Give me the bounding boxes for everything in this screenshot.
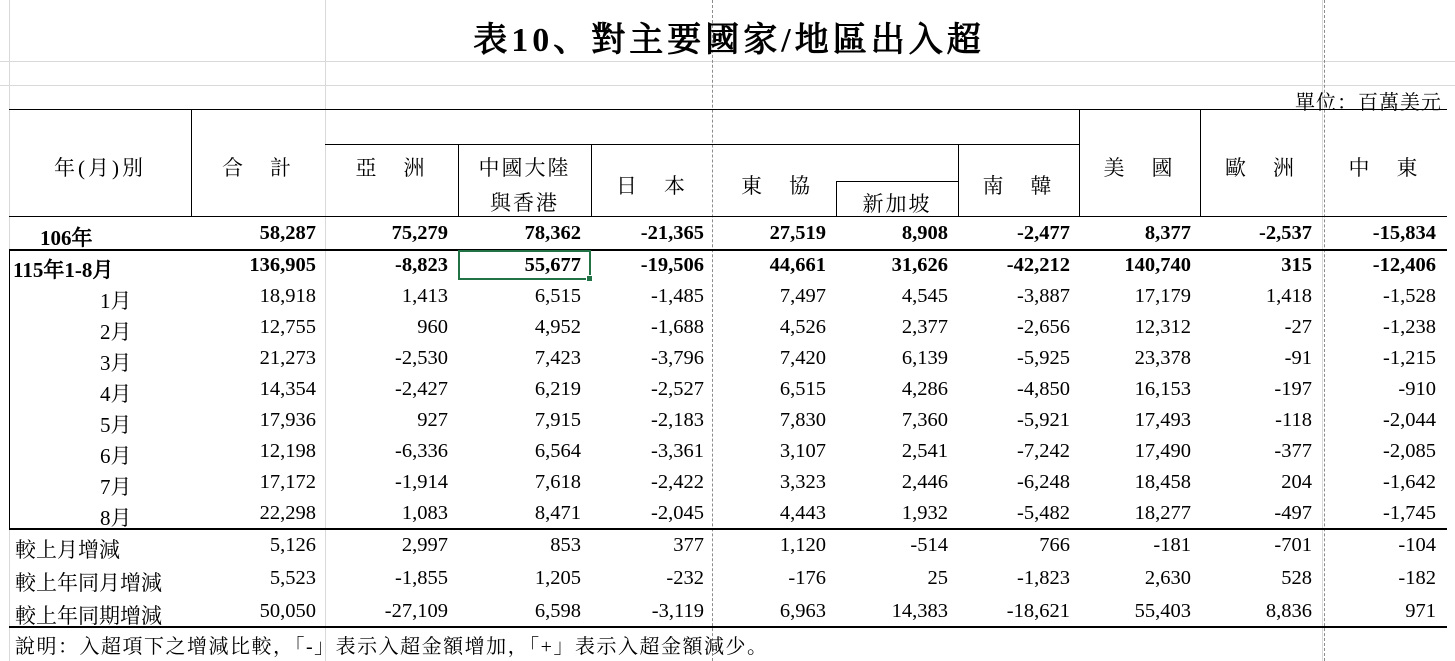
table-cell[interactable]: 3,107	[779, 440, 826, 462]
header-middle-east: 中 東	[1348, 156, 1421, 180]
table-cell[interactable]: -118	[1275, 409, 1312, 431]
table-cell[interactable]: -3,361	[651, 440, 704, 462]
table-cell[interactable]: 7,618	[534, 471, 581, 493]
table-cell[interactable]: -197	[1274, 378, 1312, 400]
table-cell[interactable]: -2,044	[1383, 409, 1436, 431]
table-cell[interactable]: 27,519	[769, 222, 826, 244]
row-label: 5月	[100, 413, 132, 437]
row-label: 較上年同期增減	[15, 604, 162, 628]
table-cell[interactable]: -4,850	[1017, 378, 1070, 400]
table-cell[interactable]: -12,406	[1372, 254, 1436, 276]
table-cell[interactable]: 927	[417, 409, 448, 431]
table-cell[interactable]: 960	[417, 316, 448, 338]
table-cell[interactable]: 1,120	[779, 534, 826, 556]
table-cell[interactable]: 6,598	[534, 600, 581, 622]
table-cell[interactable]: 7,915	[534, 409, 581, 431]
table-cell[interactable]: 22,298	[259, 502, 316, 524]
table-cell[interactable]: 1,932	[901, 502, 948, 524]
table-cell[interactable]: -497	[1274, 502, 1312, 524]
table-cell[interactable]: 315	[1281, 254, 1312, 276]
header-asia: 亞 洲	[355, 156, 428, 180]
table-cell[interactable]: 12,312	[1134, 316, 1191, 338]
header-usa: 美 國	[1103, 156, 1176, 180]
table-cell[interactable]: 4,545	[901, 285, 948, 307]
table-cell[interactable]: -2,530	[395, 347, 448, 369]
table-cell[interactable]: -18,621	[1006, 600, 1070, 622]
table-cell[interactable]: 7,360	[901, 409, 948, 431]
table-cell[interactable]: -1,215	[1383, 347, 1436, 369]
table-cell[interactable]: -15,834	[1372, 222, 1436, 244]
row-label: 4月	[100, 382, 132, 406]
table-cell[interactable]: -2,477	[1017, 222, 1070, 244]
table-cell[interactable]: -5,921	[1017, 409, 1070, 431]
row-label: 7月	[100, 475, 132, 499]
table-cell[interactable]: -1,688	[651, 316, 704, 338]
table-cell[interactable]: -6,248	[1017, 471, 1070, 493]
table-cell[interactable]: 8,836	[1265, 600, 1312, 622]
table-cell[interactable]: 6,564	[534, 440, 581, 462]
table-cell[interactable]: 55,677	[524, 254, 581, 276]
table-cell[interactable]: 8,471	[534, 502, 581, 524]
table-cell[interactable]: 58,287	[259, 222, 316, 244]
table-cell[interactable]: 21,273	[259, 347, 316, 369]
table-cell[interactable]: 14,383	[891, 600, 948, 622]
table-cell[interactable]: 17,179	[1134, 285, 1191, 307]
table-cell[interactable]: 766	[1039, 534, 1070, 556]
table-cell[interactable]: 5,523	[269, 567, 316, 589]
table-cell[interactable]: -2,045	[651, 502, 704, 524]
table-cell[interactable]: 12,198	[259, 440, 316, 462]
table-cell[interactable]: 23,378	[1134, 347, 1191, 369]
table-cell[interactable]: 377	[673, 534, 704, 556]
table-cell[interactable]: -1,238	[1383, 316, 1436, 338]
table-cell[interactable]: -2,422	[651, 471, 704, 493]
table-cell[interactable]: 4,526	[779, 316, 826, 338]
table-cell[interactable]: 853	[550, 534, 581, 556]
table-cell[interactable]: -514	[910, 534, 948, 556]
table-cell[interactable]: 25	[927, 567, 948, 589]
table-cell[interactable]: -3,887	[1017, 285, 1070, 307]
table-cell[interactable]: -176	[788, 567, 826, 589]
table-cell[interactable]: 140,740	[1124, 254, 1191, 276]
table-cell[interactable]: 7,423	[534, 347, 581, 369]
table-cell[interactable]: 78,362	[524, 222, 581, 244]
table-cell[interactable]: 971	[1405, 600, 1436, 622]
table-cell[interactable]: 7,497	[779, 285, 826, 307]
table-cell[interactable]: 2,377	[901, 316, 948, 338]
table-cell[interactable]: -2,183	[651, 409, 704, 431]
table-cell[interactable]: -1,914	[395, 471, 448, 493]
table-cell[interactable]: -104	[1398, 534, 1436, 556]
header-korea: 南 韓	[982, 174, 1055, 198]
row-label: 較上月增減	[15, 538, 120, 562]
selected-cell[interactable]	[458, 250, 591, 280]
table-cell[interactable]: 6,515	[779, 378, 826, 400]
table-cell[interactable]: 136,905	[249, 254, 316, 276]
table-cell[interactable]: 204	[1281, 471, 1312, 493]
table-cell[interactable]: 2,446	[901, 471, 948, 493]
header-europe: 歐 洲	[1225, 156, 1297, 180]
table-cell[interactable]: 8,377	[1144, 222, 1191, 244]
table-cell[interactable]: 528	[1281, 567, 1312, 589]
header-singapore: 新加坡	[862, 192, 932, 216]
table-cell[interactable]: -5,925	[1017, 347, 1070, 369]
table-cell[interactable]: 2,997	[401, 534, 448, 556]
table-cell[interactable]: -42,212	[1006, 254, 1070, 276]
table-cell[interactable]: -3,796	[651, 347, 704, 369]
table-cell[interactable]: 17,490	[1134, 440, 1191, 462]
table-cell[interactable]: 17,493	[1134, 409, 1191, 431]
row-label: 115年1-8月	[13, 258, 114, 282]
table-cell[interactable]: -2,656	[1017, 316, 1070, 338]
table-cell[interactable]: -6,336	[395, 440, 448, 462]
table-cell[interactable]: 2,541	[901, 440, 948, 462]
table-cell[interactable]: 1,418	[1265, 285, 1312, 307]
table-cell[interactable]: -27	[1284, 316, 1312, 338]
table-cell[interactable]: 6,219	[534, 378, 581, 400]
table-cell[interactable]: 50,050	[259, 600, 316, 622]
table-cell[interactable]: 18,277	[1134, 502, 1191, 524]
table-cell[interactable]: 16,153	[1134, 378, 1191, 400]
header-japan: 日 本	[616, 174, 688, 198]
table-cell[interactable]: -19,506	[640, 254, 704, 276]
table-cell[interactable]: -8,823	[395, 254, 448, 276]
table-cell[interactable]: 4,952	[534, 316, 581, 338]
table-cell[interactable]: 8,908	[901, 222, 948, 244]
table-cell[interactable]: 1,083	[401, 502, 448, 524]
table-cell[interactable]: -2,085	[1383, 440, 1436, 462]
table-cell[interactable]: 4,443	[779, 502, 826, 524]
header-china-hk-line2: 與香港	[490, 191, 559, 215]
table-cell[interactable]: -1,855	[395, 567, 448, 589]
table-cell[interactable]: -181	[1153, 534, 1191, 556]
table-cell[interactable]: -3,119	[651, 600, 704, 622]
table-cell[interactable]: 1,205	[534, 567, 581, 589]
table-cell[interactable]: -27,109	[384, 600, 448, 622]
table-cell[interactable]: 55,403	[1134, 600, 1191, 622]
table-cell[interactable]: 7,420	[779, 347, 826, 369]
table-cell[interactable]: -232	[666, 567, 704, 589]
table-cell[interactable]: 6,139	[901, 347, 948, 369]
table-cell[interactable]: -377	[1274, 440, 1312, 462]
row-label: 2月	[100, 320, 132, 344]
table-cell[interactable]: -2,537	[1259, 222, 1312, 244]
table-cell[interactable]: 31,626	[891, 254, 948, 276]
table-cell[interactable]: 4,286	[901, 378, 948, 400]
table-cell[interactable]: 5,126	[269, 534, 316, 556]
table-cell[interactable]: 3,323	[779, 471, 826, 493]
table-cell[interactable]: 6,515	[534, 285, 581, 307]
header-total: 合 計	[222, 156, 294, 180]
table-cell[interactable]: 1,413	[401, 285, 448, 307]
table-cell[interactable]: 6,963	[779, 600, 826, 622]
table-cell[interactable]: -1,745	[1383, 502, 1436, 524]
table-cell[interactable]: 14,354	[259, 378, 316, 400]
table-cell[interactable]: -5,482	[1017, 502, 1070, 524]
table-cell[interactable]: -701	[1274, 534, 1312, 556]
row-label: 3月	[100, 351, 132, 375]
table-cell[interactable]: -2,527	[651, 378, 704, 400]
header-period: 年(月)別	[54, 156, 146, 180]
header-china-hk-line1: 中國大陸	[478, 156, 571, 180]
row-label: 6月	[100, 444, 132, 468]
table-cell[interactable]: -910	[1398, 378, 1436, 400]
table-title: 表10、對主要國家/地區出入超	[473, 22, 985, 59]
row-label: 106年	[40, 226, 93, 250]
table-cell[interactable]: 2,630	[1144, 567, 1191, 589]
table-cell[interactable]: -1,823	[1017, 567, 1070, 589]
table-note: 說明：入超項下之增減比較，「-」表示入超金額增加，「+」表示入超金額減少。	[15, 636, 769, 658]
table-cell[interactable]: 7,830	[779, 409, 826, 431]
table-cell[interactable]: -1,528	[1383, 285, 1436, 307]
row-label: 較上年同月增減	[15, 571, 162, 595]
table-cell[interactable]: 18,918	[259, 285, 316, 307]
table-cell[interactable]: -91	[1284, 347, 1312, 369]
table-cell[interactable]: -21,365	[640, 222, 704, 244]
table-cell[interactable]: -1,642	[1383, 471, 1436, 493]
table-cell[interactable]: -7,242	[1017, 440, 1070, 462]
table-cell[interactable]: 44,661	[769, 254, 826, 276]
header-asean: 東 協	[741, 174, 813, 198]
table-cell[interactable]: -2,427	[395, 378, 448, 400]
row-label: 8月	[100, 506, 132, 530]
table-cell[interactable]: 75,279	[391, 222, 448, 244]
table-cell[interactable]: -1,485	[651, 285, 704, 307]
unit-label: 單位：百萬美元	[1295, 92, 1442, 114]
row-label: 1月	[100, 289, 132, 313]
table-cell[interactable]: -182	[1398, 567, 1436, 589]
table-cell[interactable]: 12,755	[259, 316, 316, 338]
table-cell[interactable]: 17,936	[259, 409, 316, 431]
table-cell[interactable]: 18,458	[1134, 471, 1191, 493]
table-cell[interactable]: 17,172	[259, 471, 316, 493]
